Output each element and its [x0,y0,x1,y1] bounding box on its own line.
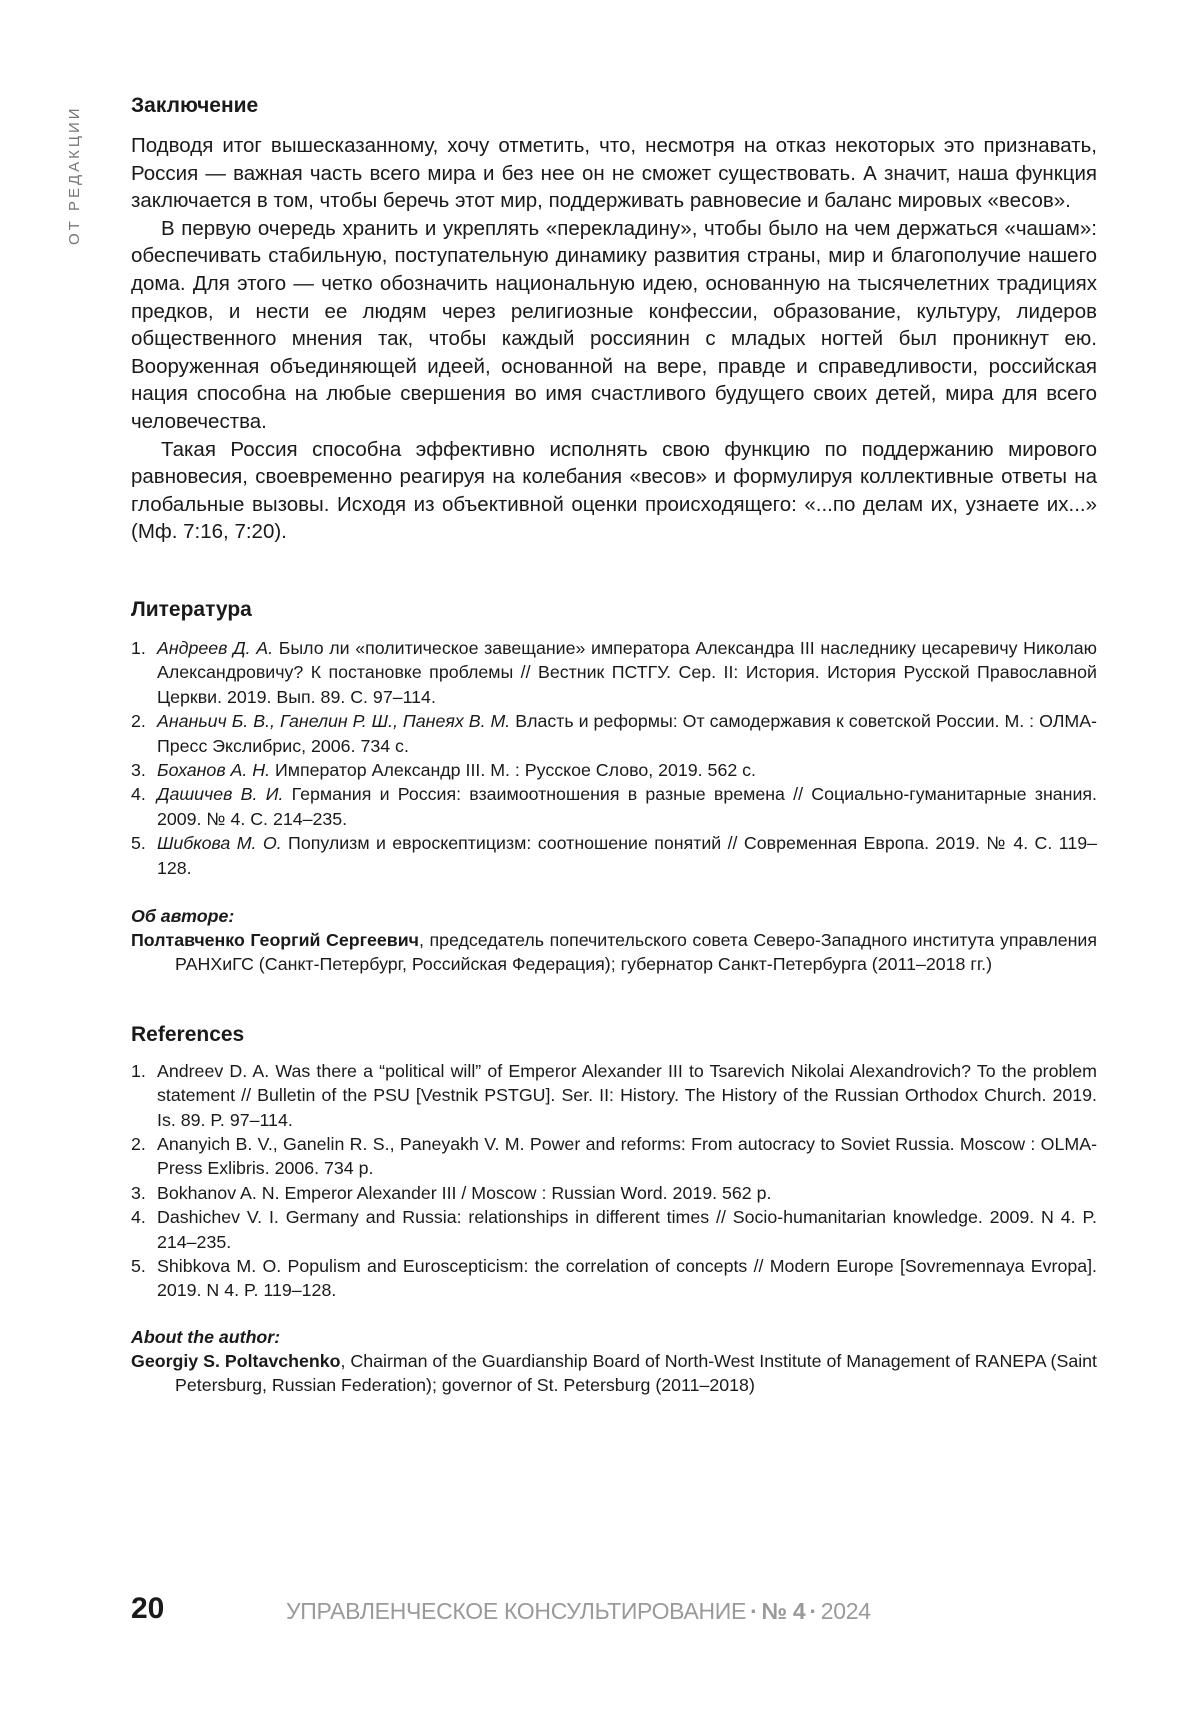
literature-item [131,782,1097,831]
reference-item-text: Bokhanov A. N. Emperor Alexander III / Moscow : Russian Word. 2019. 562 p. [157,1181,1097,1205]
author-name-en: Georgiy S. Poltavchenko [131,1351,341,1371]
references-list [131,1059,1097,1303]
reference-item [131,1181,1097,1205]
reference-item-number: 2. [131,1132,157,1181]
reference-item-number: 1. [131,1059,157,1132]
literature-item-author: Андреев Д. А. [157,638,273,658]
reference-item-number: 3. [131,1181,157,1205]
literature-item-number: 1. [131,636,157,709]
reference-item [131,1254,1097,1303]
section-side-label: ОТ РЕДАКЦИИ [66,105,83,245]
literature-item-number: 3. [131,758,157,782]
reference-item-number: 4. [131,1205,157,1254]
literature-item-number: 5. [131,831,157,880]
reference-item [131,1205,1097,1254]
footer-separator: · [805,1598,820,1624]
journal-year: 2024 [821,1598,871,1624]
conclusion-paragraph-1: Подводя итог вышесказанному, хочу отметить, что, несмотря на отказ некоторых это признавать, Россия — важная часть всего мира и без нее он не сможет существовать. А значит, наша функция заключается в том, чтобы беречь этот мир, поддерживать равновесие и баланс мировых «весов». [131,132,1097,215]
literature-item-text: Популизм и евроскептицизм: соотношение понятий // Современная Европа. 2019. № 4. С. 119–128. [157,833,1097,877]
literature-item-author: Дашичев В. И. [157,784,283,804]
author-description-ru: , председатель попечительского совета Северо-Западного института управления РАНХиГС (Санкт-Петербург, Российская Федерация); губернатор Санкт-Петербурга (2011–2018 гг.) [175,930,1097,974]
literature-heading: Литература [131,596,1097,624]
about-author-ru-title: Об авторе: [131,904,1097,928]
literature-item-text: Было ли «политическое завещание» императора Александра III наследнику цесаревичу Николаю Александровичу? К постановке проблемы // Вестник ПСТГУ. Сер. II: История. История Русской Православной Церкви. 2019. Вып. 89. С. 97–114. [157,638,1097,707]
about-author-en-title: About the author: [131,1325,1097,1349]
conclusion-paragraph-3: Такая Россия способна эффективно исполнять свою функцию по поддержанию мирового равновесия, своевременно реагируя на колебания «весов» и формулируя коллективные ответы на глобальные вызовы. Исходя из объективной оценки происходящего: «...по делам их, узнаете их...» (Мф. 7:16, 7:20). [131,436,1097,546]
journal-issue: № 4 [761,1598,805,1624]
literature-item [131,636,1097,709]
reference-item-number: 5. [131,1254,157,1303]
literature-item-number: 4. [131,782,157,831]
reference-item [131,1132,1097,1181]
literature-item-author: Шибкова М. О. [157,833,282,853]
literature-item-author: Ананьич Б. В., Ганелин Р. Ш., Панеях В. М. [157,711,510,731]
author-description-en: , Chairman of the Guardianship Board of North-West Institute of Management of RANEPA (Saint Petersburg, Russian Federation); governor of St. Petersburg (2011–2018) [175,1351,1097,1395]
author-name-ru: Полтавченко Георгий Сергеевич [131,930,419,950]
conclusion-heading: Заключение [131,92,1097,120]
literature-item-author: Боханов А. Н. [157,760,270,780]
about-author-ru [131,928,1097,977]
reference-item-text: Dashichev V. I. Germany and Russia: relationships in different times // Socio-humanitarian knowledge. 2009. N 4. P. 214–235. [157,1205,1097,1254]
literature-item-text: Император Александр III. М. : Русское Слово, 2019. 562 с. [270,760,756,780]
literature-item-text: Власть и реформы: От самодержавия к советской России. М. : ОЛМА-Пресс Экслибрис, 2006. 734 с. [157,711,1097,755]
journal-running-title [286,1598,871,1625]
reference-item-text: Ananyich B. V., Ganelin R. S., Paneyakh V. M. Power and reforms: From autocracy to Soviet Russia. Moscow : OLMA-Press Exlibris. 2006. 734 p. [157,1132,1097,1181]
about-author-en [131,1349,1097,1398]
page-number: 20 [131,1592,164,1626]
literature-item-text: Германия и Россия: взаимоотношения в разные времена // Социально-гуманитарные знания. 2009. № 4. С. 214–235. [157,784,1097,828]
journal-name: УПРАВЛЕНЧЕСКОЕ КОНСУЛЬТИРОВАНИЕ [286,1598,746,1624]
literature-item-number: 2. [131,709,157,758]
reference-item-text: Andreev D. A. Was there a “political will” of Emperor Alexander III to Tsarevich Nikolai Alexandrovich? To the problem statement // Bulletin of the PSU [Vestnik PSTGU]. Ser. II: History. The History of the Russian Orthodox Church. 2019. Is. 89. P. 97–114. [157,1059,1097,1132]
reference-item-text: Shibkova M. O. Populism and Euroscepticism: the correlation of concepts // Modern Europe [Sovremennaya Evropa]. 2019. N 4. P. 119–128. [157,1254,1097,1303]
literature-item [131,709,1097,758]
literature-item [131,831,1097,880]
literature-list [131,636,1097,880]
page-footer [131,1592,1097,1632]
references-heading: References [131,1021,1097,1049]
footer-separator: · [746,1598,761,1624]
article-content [131,92,1097,1398]
literature-item [131,758,1097,782]
conclusion-body [131,132,1097,546]
conclusion-paragraph-2: В первую очередь хранить и укреплять «перекладину», чтобы было на чем держаться «чашам»: обеспечивать стабильную, поступательную динамику развития страны, мир и благополучие нашего дома. Для этого — четко обозначить национальную идею, основанную на тысячелетних традициях предков, и нести ее людям через религиозные конфессии, образование, культуру, лидеров общественного мнения так, чтобы каждый россиянин с младых ногтей был проникнут ею. Вооруженная объединяющей идеей, основанной на вере, правде и справедливости, российская нация способна на любые свершения во имя счастливого будущего своих детей, мира для всего человечества. [131,215,1097,436]
reference-item [131,1059,1097,1132]
